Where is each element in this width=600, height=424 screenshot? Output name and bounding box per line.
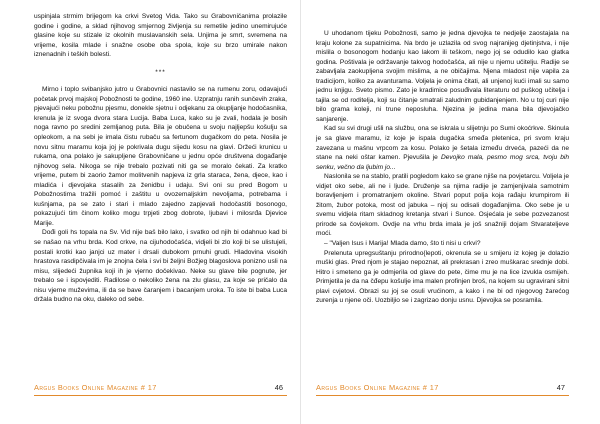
magazine-title: Argus Books Online Magazine # 17 [316,383,439,392]
page-number: 46 [274,383,283,392]
paragraph: uspinjala strmim brijegom ka crkvi Svetog Vida. Tako su Grabovničanima prolazile godine i godine, a sklad njihovog smjernog življenja su remetile jedino unemirujuće glasine koje su stizale iz okolnih muslavanskih sela. Unjima je smrt, svremena na vrijeme, kosila mlade i snažne osobe oba spola, koje su brzo umirale nakon iznenadnih i teških bolesti. [34,13,287,59]
paragraph: Prelenuta upregsuštanju prirodno{lepoti, okrenula se u smijeru iz kojeg je dolazio muški glas. Pred njom je stajao nepoznat, ali prekrasan i zreo muškarac srednje dobi. Hitro i smeteno ga je odmjerila od glave do pete, čime mu je na lice izvukla osmijeh. Primjetila je da na čđepu košulje ima malen profinjen broš, na kojem su ugravirani sitni plavi cvjetovi. Obrazi su joj se osuli vrućinom, a kako i ne bi od njegovog žarećog zurenja u njene oči. Uozbiljio se i zagrizao donju usnu. Djevojka se posramila. [316,249,569,305]
left-page-text [34,12,287,305]
paragraph [316,124,569,172]
page-footer [34,383,287,396]
page-footer [316,383,569,396]
dialogue-line: – "Valjen Isus i Marija! Mlada damo, što ti nisi u crkvi? [324,240,481,248]
paragraph: Mirno i toplo svibanjsko jutro u Grabovnici nastavilo se na rumenu zoru, odavajući početak prvoj majskoj Pobožnosti te godine, 1960 ine. Uzpratnju ranih sunčevih zraka, pjevajući neku pobožnu pjesmu, donekle sjetnu i odjekanu za okupljanje hodočasnika, krenula je iz svoga dvora stara Lucija. Baba Luca, kako su je zvali, hodala je bosih noga ravno po sredini zemljanog puta. Bila je obučena u svoju najljepšu košulju sa opleokom, a na sebi je imala čistu rubaču sa fertunom dugačkom do peta. Nosila je novu sitnu maramu koja joj je pokrivala dugu sijedu kosu na glavi. Držeći krunicu u rukama, ona polako je sakupljene Grabovničane u jednu opće društvena događanje njihovog sela. Nikoga se nije trebalo pozivati niti ga se moralo čekati. Za kratko vrijeme, putem bi zaorio žamor molitvenih napjeva iz grla staraca, žena, djece, kao i mladića i djevojaka stasalih za ženidbu i udaju. Svi oni su pred Bogom u Pobožnostima tražili pomoć i zaštitu u ovozemaljskim nevoljama, potrebama i kušnjama, pa se zato i stari i mlado zajedno zapjevali hodočastiti bosonogo, pokazujući tim činom koliko mogu trpjeti zbog dobrote, ljubavi i milosrđa Djevice Marije. [34,86,287,227]
paragraph: Dođi goli hs topala na Sv. Vid nije baš bilo lako, i svatko od njih bi odahnuo kad bi se našao na vrhu brda. Kod crkve, na cijuhodočašća, vidjeli bi zlo koji bi se ulistujeli, postali krotki kao janjci uz mater i drsali dubokom prnuhi grudi. Hladovina visokih hrastova rasdipčivala im je znojna čela i svi bi željni Božjeg blagoslova ponizno usli na misu, slijedeći župnika koji ih je vjerno dočekivao. Neke su glave bile pognute, jer trebalo se i ispovjediti. Radilose o nekoliko žena na zlu glasu, za koje se pričalo da nisu vjerne muževima, ili da se bave čaranjem i bacanjem uroka. To iste bi baba Luca držala budno na oku, daleko od sebe. [34,229,287,304]
right-page-text [316,29,569,306]
right-page [300,0,600,424]
section-break: *** [155,68,166,76]
magazine-title: Argus Books Online Magazine # 17 [34,383,157,392]
song-lyrics: Devojko mala, pesmo mog srca, tvoju bih senku, večno da ljubim jo... [316,154,570,171]
paragraph: U uhodanom tijeku Pobožnosti, samo je jedna djevojka te nedjelje zaostajala na kraju kolone za supatnicima. Na brdo je uzlazila od svog najranijeg djetinjstva, i nije mislila o bosonogom hodanju kao lakom ili teškom, nego joj se odudilo kao glatka godina. Poštivala je održavanje takvog hodočašća, ali nije u njemu učitelju. Radije se zabavljala zaokupljena svojim mislima, a ne običajima. Njena mladost nije vapila za tradicijom, koliko za avanturama. Voljela je onima čitati, ali unjenoj kući imali su samo jednu knjigu. Sveto pismo. Zato je kradimice posuđivala literaturu od puškog učitelja i tajila se od roditelja, koji su čitanje smatrali zaludnim gubidanjenjem. No u toj curi nije bilo grama koleji, ni trune neposluha. Njezina je jedina mana bila djevojačko sanjarenje. [316,30,569,123]
paragraph: Naslonila se na stablo, pratili pogledom kako se grane njiše na povjetarcu. Voljela je vidjet oko sebe, ali ne i ljude. Druženje sa njima radije je zamjenjivala samotnim boravljenjem i promatranjem okoline. Stvari poput polja koja rađaju krumpirom ili žitom, žubor potoka, most od jabuka – njoj su odisali događanjima. Oko sebe je u svemu vidjela ritam skladnog kretanja stvari i Sunce. Osjećala je sebe pozvezanost prirode sa čovjekom. Ovdje na vrhu brda imala je još snažniji dojam Stvarateljeve moći. [316,173,569,238]
page-number: 47 [556,383,565,392]
paragraph-text: Kad su svi drugi ušli na službu, ona se iskrala u slijetnju po Sumi okoćrkve. Skinula je sa glave maramu, iz koje je ispala dugačka smeđa pletenica, pri svom kraju zavezana u mašnu vrpcom za kosu. Polako je šetala između drveća, pazeći da ne stane na neki oštar kamen. Pjevušila je [316,125,569,162]
